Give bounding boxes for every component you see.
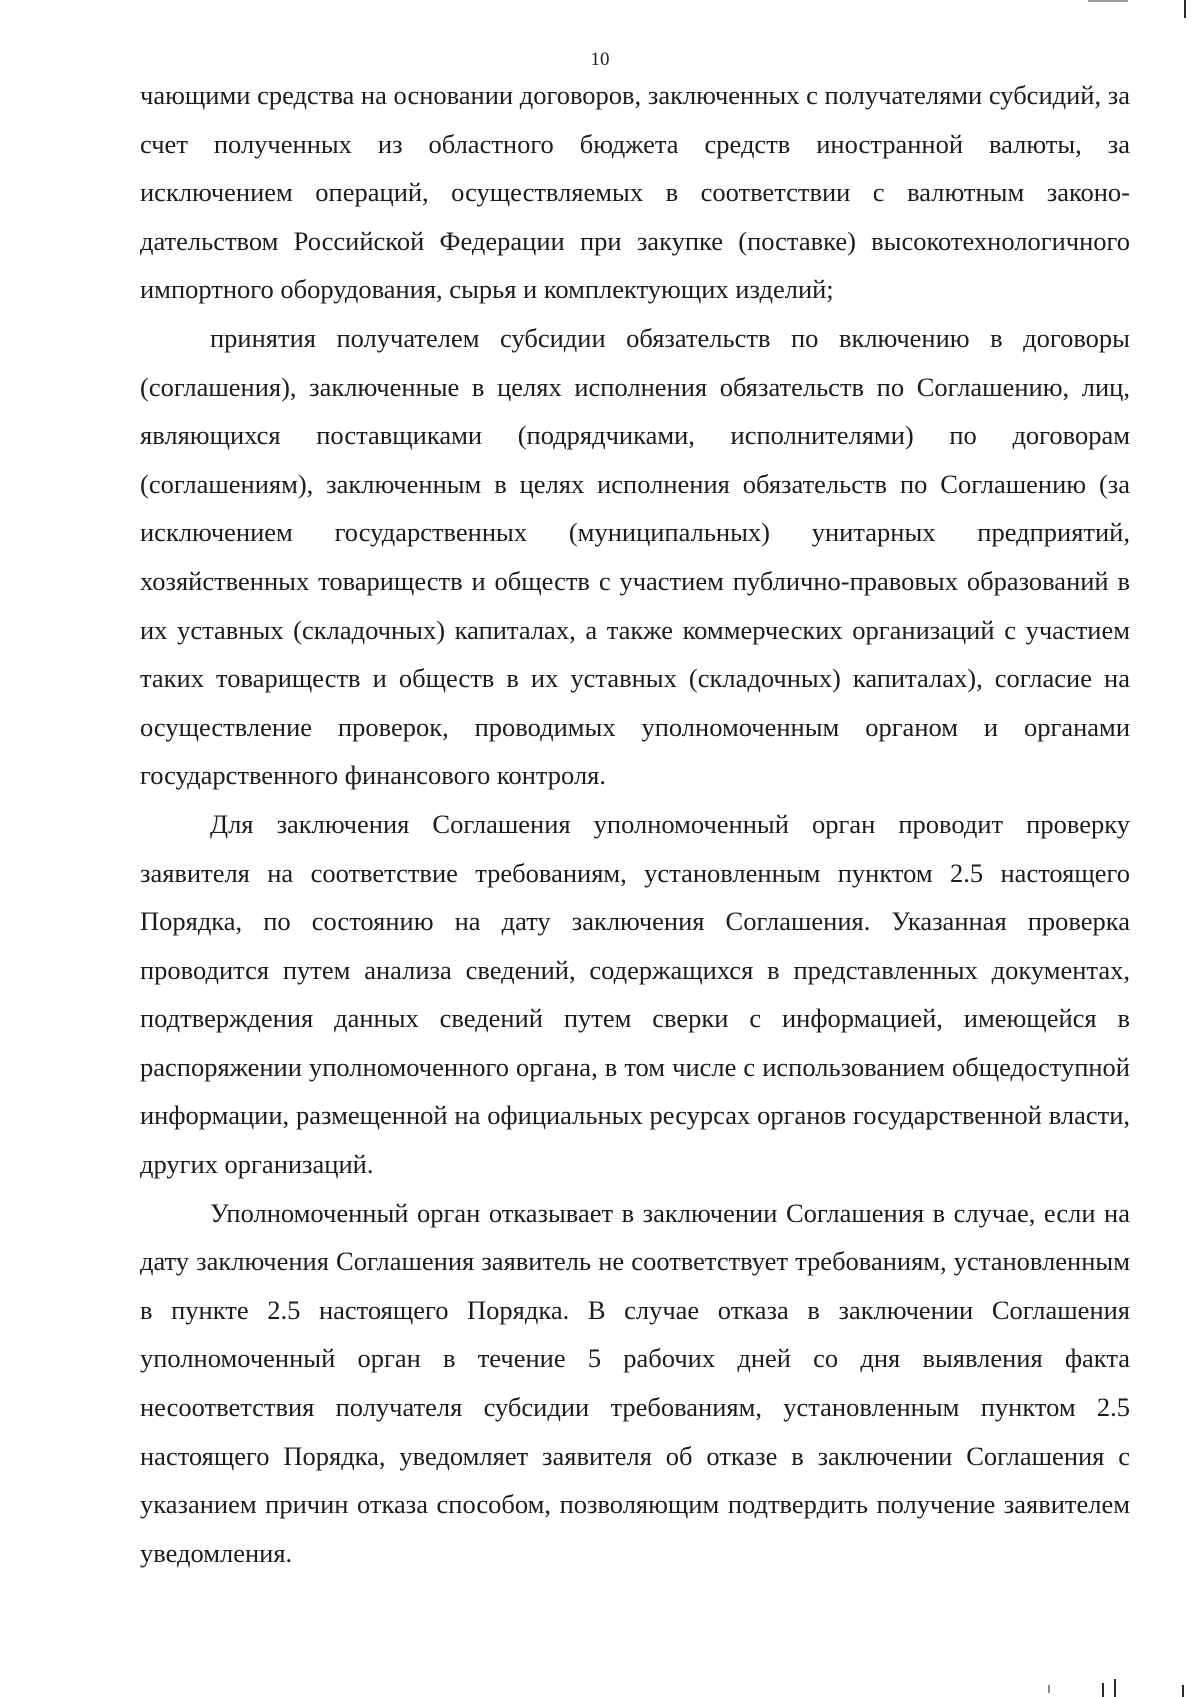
paragraph-1: чающими средства на основании договоров, заключенных с получателями субсидий, за счет полученных из областного бюджета средств иностранной валюты, за исключением операций, осуществляемых в соответствии с валютным законодательством Российской Федерации при закупке (поставке) высокотехнологичного импортного оборудования, сырья и комплектующих изделий; — [140, 80, 1130, 305]
paragraph-3: Для заключения Соглашения уполномоченный орган проводит проверку заявителя на соответствие требованиям, установленным пунктом 2.5 настоящего Порядка, по состоянию на дату заключения Соглашения. Указанная проверка проводится путем анализа сведений, содержащихся в представленных документах, подтверждения данных сведений путем сверки с информацией, имеющейся в распоряжении уполномоченного органа, в том числе с использованием общедоступной информации, размещенной на официальных ресурсах органов государственной власти, других организаций. — [140, 808, 1130, 1180]
scan-artifact-mark — [1184, 0, 1186, 18]
paragraph-4: Уполномоченный орган отказывает в заключении Соглашения в случае, если на дату заключения Соглашения заявитель не соответствует требованиям, установленным в пункте 2.5 настоящего Порядка. В случае отказа в заключении Соглашения уполномоченный орган в течение 5 рабочих дней со дня выявления факта несоответствия получателя субсидии требованиям, установленным пунктом 2.5 настоящего Порядка, уведомляет заявителя об отказе в заключении Соглашения с указанием причин отказа способом, позволяющим подтвердить получение заявителем уведомления. — [140, 1197, 1130, 1568]
scan-artifact-mark — [1102, 1683, 1104, 1697]
scan-artifact-mark — [1088, 0, 1128, 2]
scan-artifact-mark — [1048, 1685, 1050, 1693]
page-number: 10 — [590, 49, 610, 70]
scan-artifact-mark — [1114, 1679, 1116, 1697]
document-body — [140, 71, 1130, 1577]
scan-artifact-mark — [1182, 1685, 1184, 1697]
paragraph-2: принятия получателем субсидии обязательств по включению в договоры (соглашения), заключенные в целях исполнения обязательств по Соглашению, лиц, являющихся поставщиками (подрядчиками, исполнителями) по договорам (соглашениям), заключенным в целях исполнения обязательств по Соглашению (за исключением государственных (муниципальных) унитарных предприятий, хозяйственных товариществ и обществ с участием публично-правовых образований в их уставных (складочных) капиталах, а также коммерческих организаций с участием таких товариществ и обществ в их уставных (складочных) капиталах), согласие на осуществление проверок, проводимых уполномоченным органом и органами государственного финансового контроля. — [140, 322, 1130, 791]
